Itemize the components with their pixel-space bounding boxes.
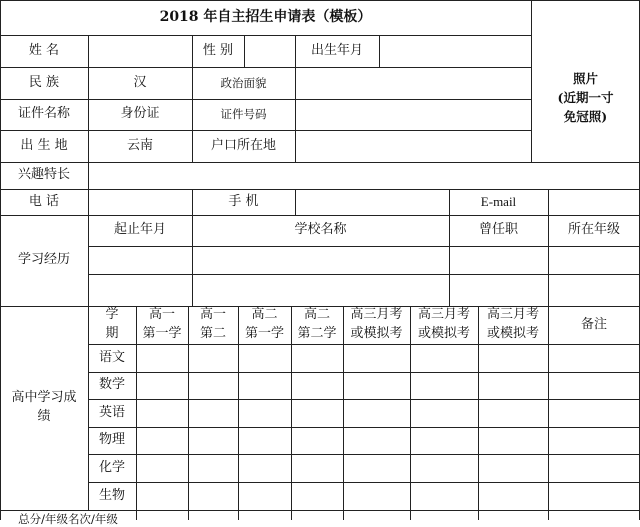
semester-header: 学 期: [105, 307, 119, 341]
gender-label: 性 别: [202, 42, 234, 58]
semester-col-3: 高二 第一学: [244, 307, 284, 341]
birthplace-value[interactable]: 云南: [126, 137, 153, 153]
id-type-label: 证件名称: [17, 106, 70, 122]
political-status-field[interactable]: [295, 67, 531, 99]
period-header: 起止年月: [113, 222, 166, 238]
grade-header: 所在年级: [567, 222, 620, 238]
subject-math: 数学: [98, 377, 125, 393]
phone-field[interactable]: [88, 189, 192, 215]
subject-chinese: 语文: [98, 349, 125, 365]
semester-col-6: 高三月考 或模拟考: [417, 307, 470, 341]
subject-physics: 物理: [98, 432, 125, 448]
birth-date-label: 出生年月: [310, 42, 363, 58]
subject-chemistry: 化学: [98, 459, 125, 475]
political-status-label: 政治面貌: [220, 75, 267, 90]
id-type-value[interactable]: 身份证: [120, 106, 160, 122]
remarks-header: 备注: [580, 316, 607, 332]
semester-col-5: 高三月考 或模拟考: [350, 307, 403, 341]
hobbies-field[interactable]: [88, 162, 640, 189]
hobbies-label: 兴趣特长: [17, 167, 70, 183]
semester-col-1: 高一 第一学: [142, 307, 182, 341]
semester-col-4: 高二 第二学: [297, 307, 337, 341]
form-title: 2018 年自主招生申请表（模板）: [159, 9, 372, 26]
mobile-label: 手 机: [228, 193, 259, 209]
subject-biology: 生物: [98, 487, 125, 503]
scores-label: 高中学习成 绩: [11, 390, 77, 424]
id-number-field[interactable]: [295, 99, 531, 130]
subject-english: 英语: [98, 404, 125, 420]
gender-field[interactable]: [244, 35, 295, 67]
semester-col-7: 高三月考 或模拟考: [486, 307, 539, 341]
ethnicity-label: 民 族: [28, 74, 60, 90]
birthplace-label: 出 生 地: [20, 137, 68, 153]
phone-label: 电 话: [28, 193, 60, 209]
rank-row-label: 总分/年级名次/年级: [18, 512, 118, 526]
school-header: 学校名称: [294, 222, 347, 238]
name-field[interactable]: [88, 35, 192, 67]
position-header: 曾任职: [478, 222, 518, 238]
education-label: 学习经历: [17, 252, 70, 268]
name-label: 姓 名: [28, 42, 60, 58]
birth-date-field[interactable]: [379, 35, 531, 67]
email-field[interactable]: [548, 189, 640, 215]
photo-placeholder[interactable]: 照片 (近期一寸 免冠照): [557, 71, 614, 124]
email-label: E-mail: [480, 193, 517, 209]
household-label: 户口所在地: [210, 137, 276, 153]
mobile-field[interactable]: [295, 189, 449, 215]
semester-col-2: 高一 第二: [199, 307, 226, 341]
ethnicity-value[interactable]: 汉: [133, 74, 147, 90]
household-field[interactable]: [295, 130, 531, 162]
id-number-label: 证件号码: [220, 107, 267, 122]
